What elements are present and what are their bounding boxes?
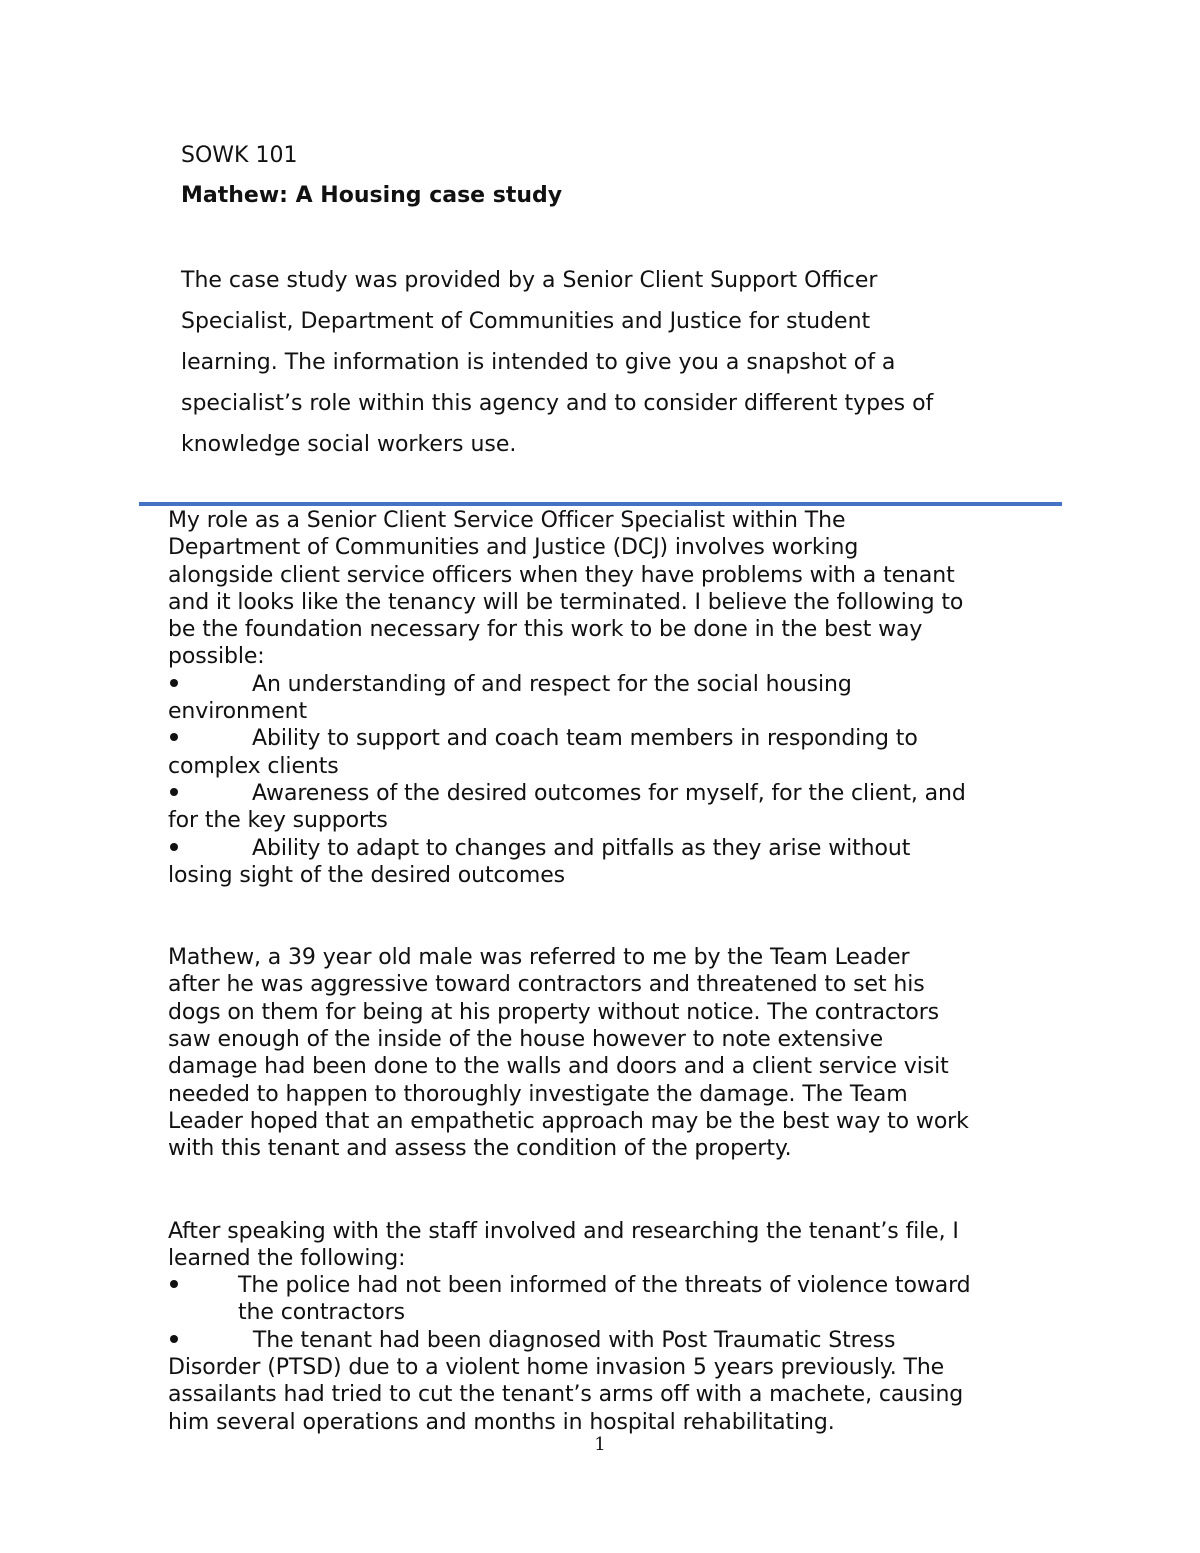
findings-paragraph bbox=[168, 1218, 1048, 1273]
bullet-text: Awareness of the desired outcomes for myself, for the client, and bbox=[252, 780, 966, 806]
page-number: 1 bbox=[594, 1434, 606, 1455]
text-line: Mathew, a 39 year old male was referred to me by the Team Leader bbox=[168, 945, 910, 971]
bullet-text: Ability to adapt to changes and pitfalls as they arise without bbox=[252, 835, 911, 861]
bullet-icon bbox=[170, 679, 178, 687]
text-line: saw enough of the inside of the house however to note extensive bbox=[168, 1027, 884, 1053]
text-line: Department of Communities and Justice (DCJ) involves working bbox=[168, 535, 859, 561]
list-item bbox=[168, 1327, 1048, 1436]
course-code: SOWK 101 bbox=[181, 143, 298, 168]
text-line: learned the following: bbox=[168, 1245, 406, 1271]
text-line: After speaking with the staff involved and researching the tenant’s file, I bbox=[168, 1218, 959, 1244]
bullet-text-continued: him several operations and months in hospital rehabilitating. bbox=[168, 1409, 835, 1435]
bullet-text: Ability to support and coach team members in responding to bbox=[252, 726, 918, 752]
referral-paragraph bbox=[168, 944, 1048, 1162]
bullet-icon bbox=[170, 1335, 178, 1343]
bullet-icon bbox=[170, 733, 178, 741]
intro-paragraph bbox=[181, 260, 1041, 465]
bullet-text-continued: assailants had tried to cut the tenant’s arms off with a machete, causing bbox=[168, 1382, 964, 1408]
bullet-text-continued: the contractors bbox=[238, 1300, 405, 1326]
bullet-text-continued: losing sight of the desired outcomes bbox=[168, 862, 565, 888]
text-line: be the foundation necessary for this work to be done in the best way bbox=[168, 617, 923, 643]
foundation-bullet-list bbox=[168, 671, 1048, 889]
text-line: dogs on them for being at his property without notice. The contractors bbox=[168, 999, 940, 1025]
intro-line: The case study was provided by a Senior Client Support Officer bbox=[181, 268, 878, 293]
bullet-text: The police had not been informed of the threats of violence toward bbox=[238, 1273, 971, 1299]
intro-line: Specialist, Department of Communities and Justice for student bbox=[181, 309, 871, 334]
bullet-text: An understanding of and respect for the social housing bbox=[252, 671, 852, 697]
list-item bbox=[168, 1272, 1048, 1327]
bullet-text: The tenant had been diagnosed with Post Traumatic Stress bbox=[246, 1327, 896, 1353]
intro-line: knowledge social workers use. bbox=[181, 432, 517, 457]
text-line: My role as a Senior Client Service Officer Specialist within The bbox=[168, 508, 846, 533]
list-item bbox=[168, 835, 1048, 890]
text-line: Leader hoped that an empathetic approach may be the best way to work bbox=[168, 1108, 969, 1134]
bullet-text-continued: Disorder (PTSD) due to a violent home invasion 5 years previously. The bbox=[168, 1355, 945, 1381]
text-line: needed to happen to thoroughly investigate the damage. The Team bbox=[168, 1081, 908, 1107]
text-line: and it looks like the tenancy will be terminated. I believe the following to bbox=[168, 589, 964, 615]
list-item bbox=[168, 780, 1048, 835]
text-line: alongside client service officers when they have problems with a tenant bbox=[168, 562, 955, 588]
bullet-text-continued: complex clients bbox=[168, 753, 339, 779]
list-item bbox=[168, 671, 1048, 726]
intro-line: learning. The information is intended to give you a snapshot of a bbox=[181, 350, 896, 375]
role-paragraph bbox=[168, 507, 1048, 671]
bullet-icon bbox=[170, 788, 178, 796]
text-line: after he was aggressive toward contractors and threatened to set his bbox=[168, 972, 925, 998]
text-line: damage had been done to the walls and doors and a client service visit bbox=[168, 1054, 949, 1080]
document-title: Mathew: A Housing case study bbox=[181, 183, 563, 208]
bullet-icon bbox=[170, 1280, 178, 1288]
bullet-icon bbox=[170, 843, 178, 851]
findings-bullet-list bbox=[168, 1272, 1048, 1436]
bullet-text-continued: for the key supports bbox=[168, 808, 388, 834]
list-item bbox=[168, 725, 1048, 780]
bullet-text-continued: environment bbox=[168, 699, 308, 725]
text-line: possible: bbox=[168, 644, 265, 670]
intro-line: specialist’s role within this agency and to consider different types of bbox=[181, 391, 934, 416]
text-line: with this tenant and assess the condition of the property. bbox=[168, 1136, 792, 1162]
horizontal-divider bbox=[139, 502, 1062, 506]
document-body bbox=[168, 507, 1048, 1436]
